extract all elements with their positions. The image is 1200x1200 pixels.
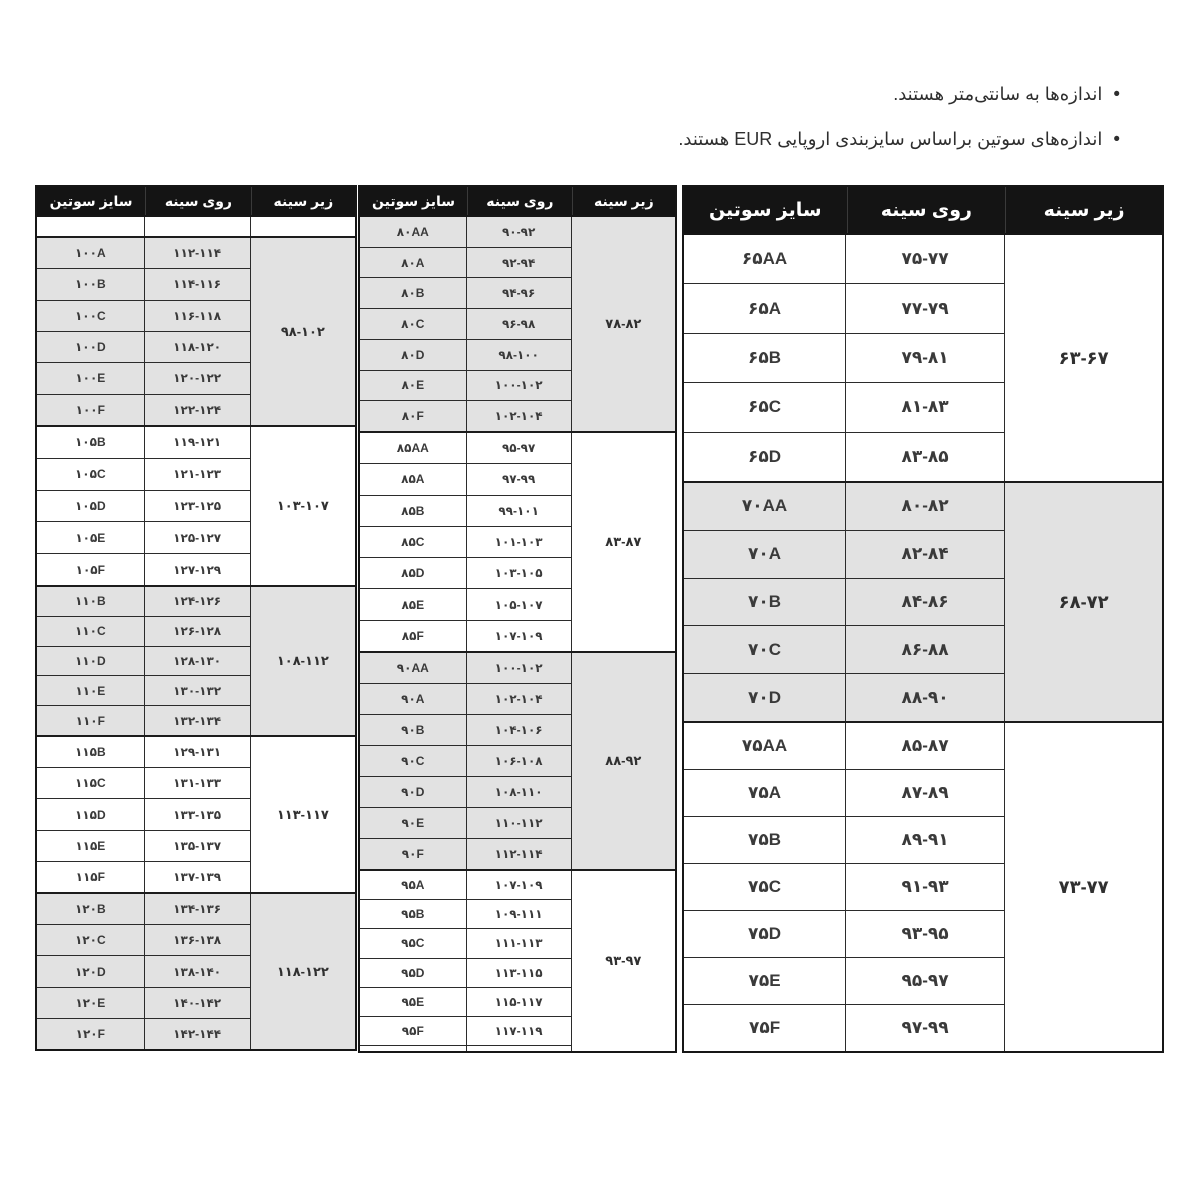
table-row: [360, 777, 571, 808]
bra-size-cell: ۷۰B: [684, 579, 846, 626]
overbust-cell: ۱۰۷-۱۰۹: [494, 628, 543, 643]
bra-size-cell: ۷۰AA: [684, 483, 846, 530]
overbust-cell: ۱۰۷-۱۰۹: [494, 878, 543, 893]
overbust-cell: ۸۶-۸۸: [901, 639, 949, 659]
overbust-cell: ۱۳۰-۱۳۲: [173, 683, 222, 698]
table-row: [37, 894, 250, 925]
table-row: [360, 340, 571, 371]
overbust-cell: ۸۳-۸۵: [901, 446, 949, 466]
table-header-row: [684, 187, 1162, 235]
size-group: [684, 235, 1162, 481]
overbust-cell: ۹۵-۹۷: [901, 971, 949, 990]
overbust-cell: ۹۴-۹۶: [501, 286, 536, 301]
table-row: [684, 235, 1004, 284]
note-units: [893, 84, 1120, 105]
note-eur-sizing: [678, 129, 1120, 150]
table-row: [360, 433, 571, 464]
bra-size-cell: ۹۰A: [360, 684, 467, 714]
table-row: [360, 808, 571, 839]
table-row: [684, 383, 1004, 432]
bra-size-cell: ۶۵C: [684, 383, 846, 431]
header-bra-size: سایز سوتین: [708, 199, 822, 221]
header-overbust: روی سینه: [467, 187, 572, 215]
table-row: [360, 217, 571, 248]
bra-size-cell: ۸۵C: [360, 527, 467, 557]
table-row: [360, 621, 571, 651]
overbust-cell: ۱۱۷-۱۱۹: [494, 1023, 543, 1038]
table-row: [360, 929, 571, 958]
bra-size-cell: ۱۱۰E: [37, 676, 145, 705]
table-row: [684, 770, 1004, 817]
table-row: [37, 395, 250, 425]
overbust-cell: ۱۱۲-۱۱۴: [173, 246, 222, 261]
underbust-cell: [251, 217, 355, 236]
table-row: [37, 238, 250, 269]
bra-size-cell: ۱۰۰C: [37, 301, 145, 331]
bra-size-cell: ۹۵E: [360, 988, 467, 1016]
bra-size-cell: ۸۰E: [360, 371, 467, 401]
bra-size-cell: ۱۰۵E: [37, 522, 145, 553]
overbust-cell: ۹۹-۱۰۱: [498, 503, 539, 518]
size-table-100-120: [35, 185, 357, 1051]
bra-size-cell: ۷۵A: [684, 770, 846, 816]
rows-column: [37, 427, 251, 585]
header-underbust: زیر سینه: [1005, 187, 1162, 233]
underbust-cell: ۶۸-۷۲: [1058, 591, 1109, 612]
overbust-cell: ۱۳۴-۱۳۶: [173, 902, 222, 917]
bra-size-cell: ۹۵F: [360, 1017, 467, 1045]
table-row: [360, 278, 571, 309]
header-bra-size: سایز سوتین: [372, 192, 456, 209]
table-row: [37, 427, 250, 459]
bra-size-cell: ۱۲۰C: [37, 925, 145, 955]
overbust-cell: ۱۰۶-۱۰۸: [494, 754, 543, 768]
table-row: [37, 332, 250, 363]
bra-size-cell: ۶۵B: [684, 334, 846, 382]
size-group: [37, 735, 355, 892]
overbust-cell: ۱۲۷-۱۲۹: [173, 562, 222, 577]
bra-size-cell: ۷۵AA: [684, 723, 846, 769]
table-row: [37, 491, 250, 523]
size-group: [37, 217, 355, 236]
overbust-cell: [467, 1046, 571, 1051]
table-row: [37, 956, 250, 987]
bra-size-cell: ۸۵E: [360, 589, 467, 619]
table-row: [37, 587, 250, 617]
overbust-cell: ۱۳۷-۱۳۹: [173, 869, 222, 884]
table-row: [360, 558, 571, 589]
note-text: اندازه‌های سوتین براساس سایزبندی اروپایی EUR هستند.: [678, 129, 1103, 149]
size-group: [37, 585, 355, 735]
table-row: [684, 817, 1004, 864]
table-row: [37, 768, 250, 799]
table-row: [37, 862, 250, 892]
table-row: [37, 217, 250, 236]
bra-size-cell: ۹۵B: [360, 900, 467, 928]
table-row: [360, 527, 571, 558]
overbust-cell: ۱۴۰-۱۴۲: [173, 995, 222, 1010]
overbust-cell: ۱۲۸-۱۳۰: [173, 653, 222, 668]
table-row: [684, 433, 1004, 481]
table-row: [684, 579, 1004, 627]
table-row: [684, 864, 1004, 911]
table-row: [37, 617, 250, 647]
table-row: [684, 911, 1004, 958]
bra-size-cell: ۱۲۰B: [37, 894, 145, 924]
bra-size-cell: ۱۱۵F: [37, 862, 145, 892]
overbust-cell: ۹۲-۹۴: [501, 255, 536, 270]
overbust-cell: ۱۱۰-۱۱۲: [494, 816, 543, 830]
overbust-cell: ۹۸-۱۰۰: [498, 347, 539, 362]
table-row: [684, 284, 1004, 333]
overbust-cell: ۷۷-۷۹: [901, 298, 949, 318]
bra-size-cell: ۷۵E: [684, 958, 846, 1004]
table-row: [37, 676, 250, 706]
bra-size-cell: ۷۵D: [684, 911, 846, 957]
header-underbust: زیر سینه: [251, 187, 355, 215]
table-row: [37, 1019, 250, 1049]
bra-size-cell: ۱۰۰A: [37, 238, 145, 268]
overbust-cell: ۱۱۵-۱۱۷: [494, 994, 543, 1009]
bra-size-cell: [360, 1046, 467, 1051]
bra-size-cell: ۸۵B: [360, 496, 467, 526]
rows-column: [360, 217, 572, 431]
table-row: [37, 522, 250, 554]
table-row: [360, 653, 571, 684]
table-body: [684, 235, 1162, 1051]
bra-size-cell: ۸۵D: [360, 558, 467, 588]
size-group: [684, 481, 1162, 721]
overbust-cell: ۸۲-۸۴: [901, 544, 949, 564]
overbust-cell: ۹۰-۹۲: [501, 224, 536, 239]
table-row: [684, 483, 1004, 531]
bra-size-cell: ۱۰۵B: [37, 427, 145, 458]
overbust-cell: ۱۰۹-۱۱۱: [494, 907, 543, 922]
size-group: [37, 425, 355, 585]
overbust-cell: ۱۲۱-۱۲۳: [173, 467, 222, 482]
bra-size-cell: ۱۱۵B: [37, 737, 145, 767]
table-row: [37, 925, 250, 956]
bra-size-cell: ۹۵C: [360, 929, 467, 957]
bra-size-cell: ۷۵C: [684, 864, 846, 910]
table-row: [360, 715, 571, 746]
overbust-cell: ۹۳-۹۵: [901, 924, 949, 943]
rows-column: [684, 483, 1005, 721]
bra-size-cell: ۱۱۰D: [37, 647, 145, 676]
rows-column: [360, 433, 572, 651]
overbust-cell: ۱۱۸-۱۲۰: [173, 340, 222, 355]
bra-size-cell: ۸۰AA: [360, 217, 467, 247]
overbust-cell: ۱۱۴-۱۱۶: [173, 277, 222, 292]
table-row: [684, 531, 1004, 579]
bra-size-cell: ۹۰C: [360, 746, 467, 776]
underbust-cell: ۷۳-۷۷: [1058, 876, 1109, 897]
overbust-cell: ۸۹-۹۱: [901, 830, 949, 849]
bra-size-cell: ۷۰C: [684, 626, 846, 673]
bra-size-cell: ۸۰A: [360, 248, 467, 278]
bra-size-cell: ۱۱۵C: [37, 768, 145, 798]
overbust-cell: ۱۰۲-۱۰۴: [494, 692, 543, 706]
bra-size-cell: ۸۵AA: [360, 433, 467, 463]
rows-column: [684, 723, 1005, 1051]
bra-size-cell: ۱۱۰C: [37, 617, 145, 646]
bra-size-cell: ۷۵F: [684, 1005, 846, 1051]
bra-size-cell: ۱۲۰E: [37, 988, 145, 1018]
bra-size-cell: ۶۵A: [684, 284, 846, 332]
table-row: [37, 706, 250, 735]
rows-column: [37, 587, 251, 735]
overbust-cell: ۸۸-۹۰: [901, 687, 949, 707]
table-body: [37, 217, 355, 1049]
table-row: [360, 988, 571, 1017]
table-row: [360, 839, 571, 869]
overbust-cell: ۱۰۵-۱۰۷: [494, 597, 543, 612]
overbust-cell: ۷۵-۷۷: [901, 249, 949, 269]
bra-size-cell: ۱۱۵E: [37, 831, 145, 861]
bra-size-cell: ۸۰B: [360, 278, 467, 308]
overbust-cell: ۱۱۹-۱۲۱: [173, 435, 222, 450]
table-row: [360, 746, 571, 777]
table-row: [37, 301, 250, 332]
overbust-cell: ۱۳۵-۱۳۷: [173, 838, 222, 853]
table-row: [37, 799, 250, 830]
table-row: [360, 900, 571, 929]
bra-size-cell: ۶۵AA: [684, 235, 846, 283]
bra-size-cell: ۱۰۰E: [37, 363, 145, 393]
table-header-row: [37, 187, 355, 217]
overbust-cell: ۱۰۰-۱۰۲: [494, 378, 543, 393]
size-group: [360, 431, 675, 651]
overbust-cell: ۱۲۳-۱۲۵: [173, 498, 222, 513]
table-row: [360, 371, 571, 402]
overbust-cell: ۱۱۱-۱۱۳: [494, 936, 543, 951]
overbust-cell: ۱۳۳-۱۳۵: [173, 807, 222, 822]
overbust-cell: ۱۱۳-۱۱۵: [494, 965, 543, 980]
overbust-cell: ۱۴۲-۱۴۴: [173, 1026, 222, 1041]
rows-column: [37, 894, 251, 1049]
header-overbust: روی سینه: [145, 187, 251, 215]
overbust-cell: ۸۰-۸۲: [901, 496, 949, 516]
table-row: [360, 496, 571, 527]
overbust-cell: ۱۲۲-۱۲۴: [173, 402, 222, 417]
table-row: [360, 1017, 571, 1046]
table-row: [37, 269, 250, 300]
overbust-cell: ۱۱۲-۱۱۴: [494, 847, 543, 861]
bra-size-cell: ۸۰F: [360, 401, 467, 431]
size-group: [684, 721, 1162, 1051]
size-group: [37, 892, 355, 1049]
table-row: [684, 1005, 1004, 1051]
bra-size-cell: ۱۰۵D: [37, 491, 145, 522]
bra-size-cell: ۷۰A: [684, 531, 846, 578]
underbust-cell: ۱۰۳-۱۰۷: [276, 498, 329, 513]
bra-size-cell: ۸۰D: [360, 340, 467, 370]
underbust-cell: ۶۳-۶۷: [1058, 347, 1109, 368]
overbust-cell: ۸۷-۸۹: [901, 783, 949, 802]
table-row: [360, 309, 571, 340]
underbust-cell: ۹۳-۹۷: [605, 953, 642, 968]
overbust-cell: ۱۰۰-۱۰۲: [494, 661, 543, 675]
header-overbust: روی سینه: [847, 187, 1006, 233]
rows-column: [37, 238, 251, 425]
overbust-cell: ۹۶-۹۸: [501, 317, 536, 332]
table-row: [684, 626, 1004, 674]
bra-size-cell: ۹۰AA: [360, 653, 467, 683]
overbust-cell: ۷۹-۸۱: [901, 348, 949, 368]
table-body: [360, 217, 675, 1051]
table-row: [37, 554, 250, 585]
rows-column: [37, 737, 251, 892]
bra-size-cell: ۱۱۵D: [37, 799, 145, 829]
bra-size-cell: ۱۱۰F: [37, 706, 145, 735]
table-row: [37, 737, 250, 768]
table-row: [684, 334, 1004, 383]
table-row-partial: [360, 1046, 571, 1051]
overbust-cell: ۱۳۲-۱۳۴: [173, 713, 222, 728]
bra-size-cell: ۱۰۵C: [37, 459, 145, 490]
rows-column: [360, 871, 572, 1051]
bullet-icon: •: [1113, 84, 1120, 105]
bra-size-cell: ۱۰۰F: [37, 395, 145, 425]
overbust-cell: ۹۷-۹۹: [501, 472, 536, 487]
table-row: [360, 464, 571, 495]
table-row: [360, 959, 571, 988]
bra-size-cell: ۱۱۰B: [37, 587, 145, 616]
overbust-cell: ۱۱۶-۱۱۸: [173, 308, 222, 323]
table-row: [684, 958, 1004, 1005]
overbust-cell: ۸۱-۸۳: [901, 397, 949, 417]
overbust-cell: ۱۲۹-۱۳۱: [173, 745, 222, 760]
overbust-cell: [145, 217, 250, 236]
size-group: [37, 236, 355, 425]
overbust-cell: ۱۳۸-۱۴۰: [173, 964, 222, 979]
table-row: [37, 988, 250, 1019]
table-row: [360, 871, 571, 900]
underbust-cell: ۱۰۸-۱۱۲: [276, 653, 329, 668]
bra-size-cell: ۱۲۰F: [37, 1019, 145, 1049]
bra-size-cell: ۹۰F: [360, 839, 467, 869]
bullet-icon: •: [1113, 129, 1120, 150]
overbust-cell: ۹۱-۹۳: [901, 877, 949, 896]
table-row: [360, 401, 571, 431]
bra-size-cell: ۷۵B: [684, 817, 846, 863]
underbust-cell: ۷۸-۸۲: [605, 316, 642, 331]
table-row: [684, 723, 1004, 770]
overbust-cell: ۱۲۶-۱۲۸: [173, 624, 222, 639]
overbust-cell: ۱۲۵-۱۲۷: [173, 530, 222, 545]
table-row: [360, 684, 571, 715]
overbust-cell: ۱۰۱-۱۰۳: [494, 534, 543, 549]
overbust-cell: ۱۲۰-۱۲۲: [173, 371, 222, 386]
bra-size-cell: ۶۵D: [684, 433, 846, 481]
overbust-cell: ۸۵-۸۷: [901, 736, 949, 755]
size-table-65-75: [682, 185, 1164, 1053]
bra-size-cell: ۸۵F: [360, 621, 467, 651]
table-row: [37, 363, 250, 394]
bra-size-cell: ۸۰C: [360, 309, 467, 339]
overbust-cell: ۸۴-۸۶: [901, 591, 949, 611]
bra-size-cell: ۱۰۰D: [37, 332, 145, 362]
bra-size-cell: ۱۰۰B: [37, 269, 145, 299]
overbust-cell: ۱۰۴-۱۰۶: [494, 723, 543, 737]
bra-size-cell: ۱۰۵F: [37, 554, 145, 585]
overbust-cell: ۹۷-۹۹: [901, 1018, 949, 1037]
table-row: [37, 647, 250, 677]
overbust-cell: ۱۰۲-۱۰۴: [494, 409, 543, 424]
bra-size-cell: ۸۵A: [360, 464, 467, 494]
size-group: [360, 869, 675, 1051]
bra-size-cell: ۹۰D: [360, 777, 467, 807]
note-text: اندازه‌ها به سانتی‌متر هستند.: [893, 84, 1103, 104]
underbust-cell: ۸۸-۹۲: [605, 753, 642, 768]
bra-size-cell: ۹۵D: [360, 959, 467, 987]
size-group: [360, 217, 675, 431]
bra-size-cell: [37, 217, 145, 236]
bra-size-cell: ۹۰E: [360, 808, 467, 838]
table-row: [37, 459, 250, 491]
table-row: [360, 589, 571, 620]
header-bra-size: سایز سوتین: [49, 192, 133, 209]
notes-list: [678, 84, 1120, 150]
rows-column: [684, 235, 1005, 481]
table-header-row: [360, 187, 675, 217]
table-row: [360, 248, 571, 279]
rows-column: [37, 217, 251, 236]
table-row: [37, 831, 250, 862]
underbust-cell: ۸۳-۸۷: [605, 534, 642, 549]
table-row: [684, 674, 1004, 721]
bra-size-cell: ۷۰D: [684, 674, 846, 721]
underbust-cell: ۱۱۳-۱۱۷: [276, 806, 329, 822]
overbust-cell: ۱۲۴-۱۲۶: [173, 594, 222, 609]
overbust-cell: ۱۳۱-۱۳۳: [173, 776, 222, 791]
bra-size-cell: ۱۲۰D: [37, 956, 145, 986]
underbust-cell: ۹۸-۱۰۲: [280, 323, 325, 339]
rows-column: [360, 653, 572, 869]
underbust-cell: ۱۱۸-۱۲۲: [276, 963, 329, 979]
size-table-80-95: [358, 185, 677, 1053]
overbust-cell: ۱۰۳-۱۰۵: [494, 566, 543, 581]
size-group: [360, 651, 675, 869]
overbust-cell: ۹۵-۹۷: [501, 441, 536, 456]
bra-size-cell: ۹۰B: [360, 715, 467, 745]
overbust-cell: ۱۰۸-۱۱۰: [494, 785, 543, 799]
header-underbust: زیر سینه: [572, 187, 675, 215]
overbust-cell: ۱۳۶-۱۳۸: [173, 933, 222, 948]
bra-size-cell: ۹۵A: [360, 871, 467, 899]
